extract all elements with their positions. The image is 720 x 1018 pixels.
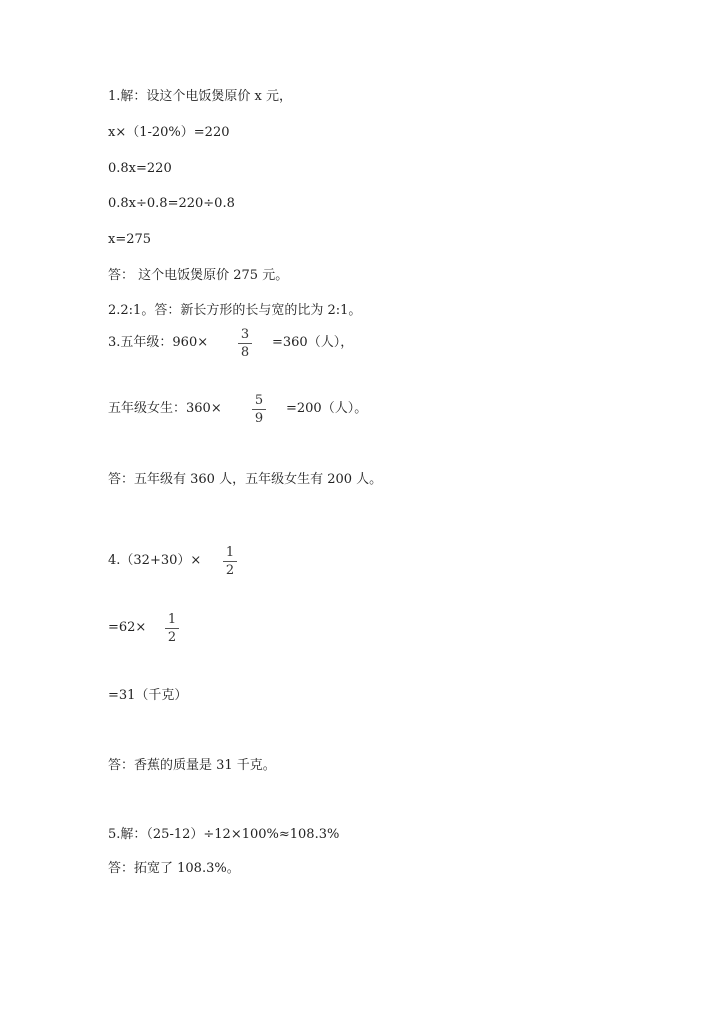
q3-line-1-prefix: 3.五年级：960× xyxy=(108,335,209,350)
fraction-bar xyxy=(165,628,179,629)
q4-line-1-prefix: 4.（32+30）× xyxy=(108,553,202,568)
q1-line-5: x=275 xyxy=(108,232,152,247)
q1-line-3: 0.8x=220 xyxy=(108,161,172,176)
q3-answer: 答：五年级有 360 人，五年级女生有 200 人。 xyxy=(108,472,383,487)
q3-line-1-suffix: =360（人）， xyxy=(272,335,354,350)
q3-fraction-1-denominator: 8 xyxy=(240,345,250,360)
q3-fraction-1 xyxy=(238,327,252,360)
fraction-bar xyxy=(252,409,266,410)
q1-line-1: 1.解：设这个电饭煲原价 x 元， xyxy=(108,89,292,104)
q2-line-1: 2.2:1。答：新长方形的长与宽的比为 2:1。 xyxy=(108,303,362,318)
q3-fraction-1-numerator: 3 xyxy=(240,327,250,342)
fraction-bar xyxy=(238,343,252,344)
q4-line-2-prefix: =62× xyxy=(108,620,147,635)
q4-fraction-1-numerator: 1 xyxy=(225,545,235,560)
q3-line-2-prefix: 五年级女生：360× xyxy=(108,401,222,416)
q4-fraction-2-numerator: 1 xyxy=(167,612,177,627)
fraction-bar xyxy=(223,561,237,562)
q3-fraction-2 xyxy=(252,393,266,426)
q3-fraction-2-denominator: 9 xyxy=(254,411,264,426)
q1-line-2: x×（1-20%）=220 xyxy=(108,125,230,140)
q3-line-2-suffix: =200（人）。 xyxy=(286,401,368,416)
q4-fraction-2-denominator: 2 xyxy=(167,630,177,645)
q5-answer: 答：拓宽了 108.3%。 xyxy=(108,861,240,876)
q4-fraction-2 xyxy=(165,612,179,645)
q4-fraction-1-denominator: 2 xyxy=(225,563,235,578)
q1-line-4: 0.8x÷0.8=220÷0.8 xyxy=(108,196,235,211)
q3-fraction-2-numerator: 5 xyxy=(254,393,264,408)
q4-line-3: =31（千克） xyxy=(108,688,188,703)
q5-line-1: 5.解：（25-12）÷12×100%≈108.3% xyxy=(108,827,340,842)
q4-fraction-1 xyxy=(223,545,237,578)
q1-answer: 答： 这个电饭煲原价 275 元。 xyxy=(108,268,289,283)
q4-answer: 答：香蕉的质量是 31 千克。 xyxy=(108,758,276,773)
